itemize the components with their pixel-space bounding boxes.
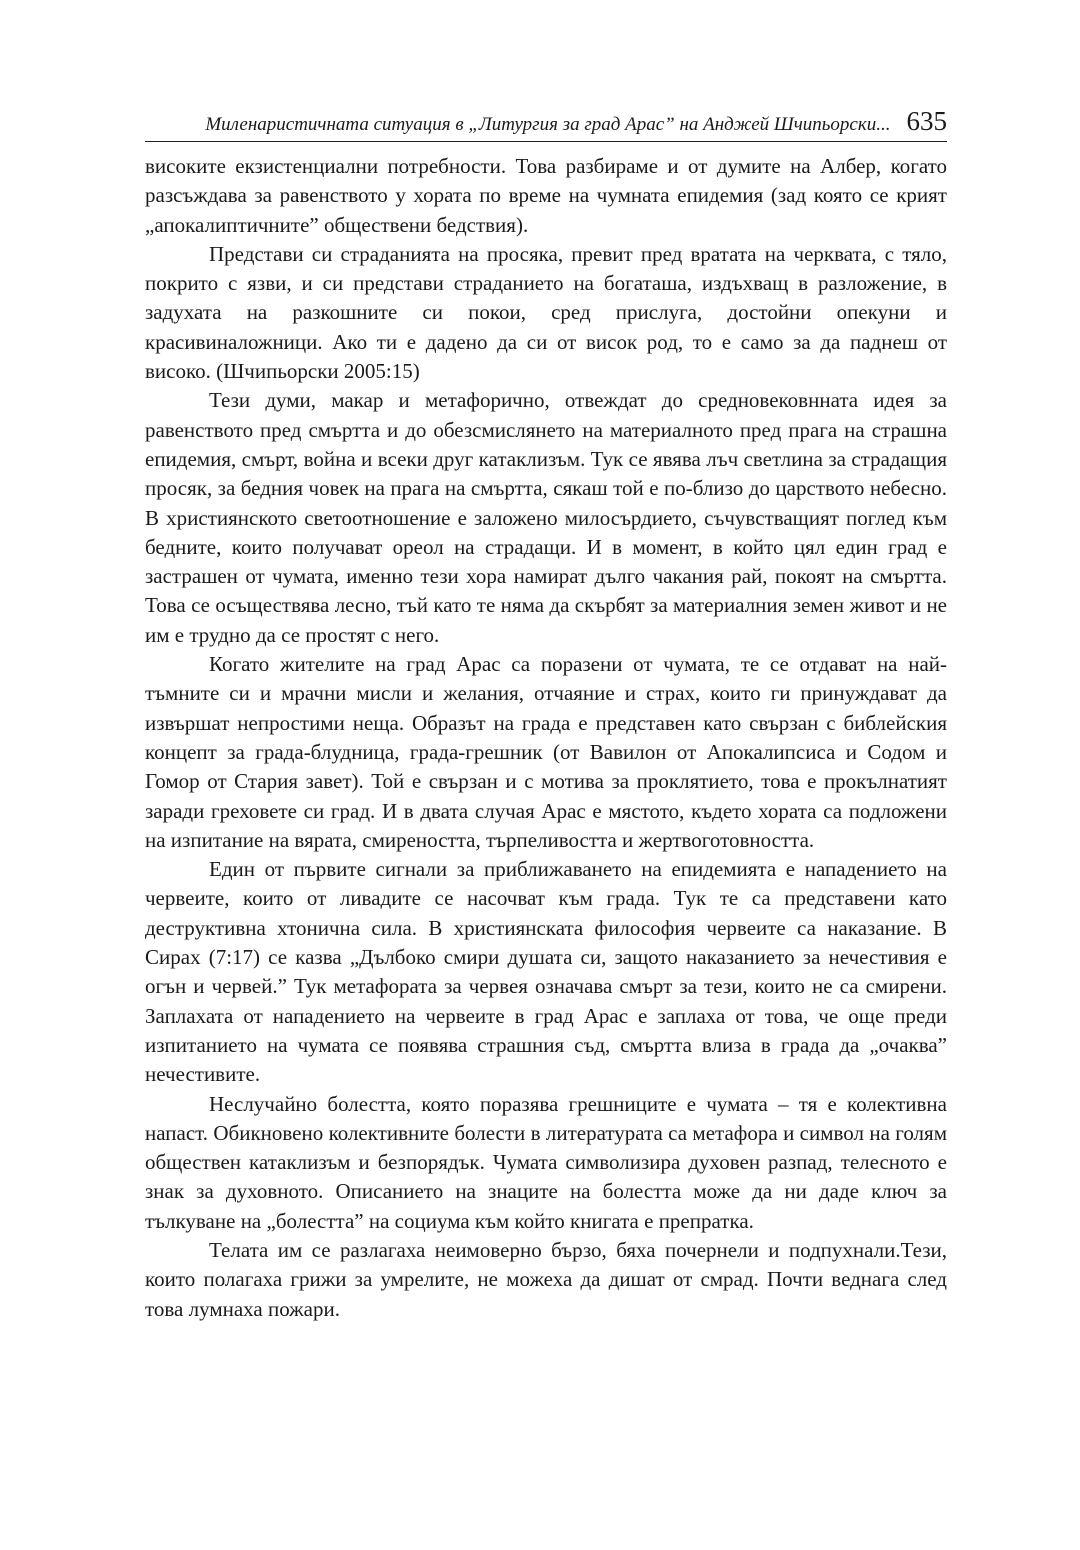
paragraph: Тези думи, макар и метафорично, отвеждат до средновековнната идея за равенството пред смъртта и до обезсмислянето на материалното пред прага на страшна епидемия, смърт, война и всеки друг катаклизъм. Тук се явява лъч светлина за страдащия просяк, за бедния човек на прага на смъртта, сякаш той е по-близо до царството небесно. В християнското светоотношение е заложено милосърдието, съчувстващият поглед към бедните, които получават ореол на страдащи. И в момент, в който цял един град е застрашен от чумата, именно тези хора намират дълго чакания рай, покоят на смъртта. Това се осъществява лесно, тъй като те няма да скърбят за материалния земен живот и не им е трудно да се простят с него. xyxy=(145,388,947,647)
page-number: 635 xyxy=(906,106,947,136)
paragraph: Неслучайно болестта, която поразява грешниците е чумата – тя е колективна напаст. Обикновено колективните болести в литературата са метафора и символ на голям обществен катаклизъм и безпорядък. Чумата символизира духовен разпад, телесното е знак за духовното. Описанието на знаците на болестта може да ни даде ключ за тълкуване на „болестта” на социума към който книгата е препратка. xyxy=(145,1091,947,1233)
paragraph: Един от първите сигнали за приближаването на епидемията е нападението на червеите, които от ливадите се насочват към града. Тук те са представени като деструктивна хтонична сила. В християнската философия червеите са наказание. В Сирах (7:17) се казва „Дълбоко смири душата си, защото наказанието за нечестивия е огън и червей.” Тук метафората за червея означава смърт за тези, които не са смирени. Заплахата от нападението на червеите в град Арас е заплаха от това, че още преди изпитанието на чумата се появява страшния съд, смъртта влиза в града да „очаква” нечестивите. xyxy=(145,857,947,1087)
paragraph: Когато жителите на град Арас са поразени от чумата, те се отдават на най-тъмните си и мрачни мисли и желания, отчаяние и страх, които ги принуждават да извършат непростими неща. Образът на града е представен като свързан с библейския концепт за града-блудница, града-грешник (от Вавилон от Апокалипсиса и Содом и Гомор от Стария завет). Той е свързан и с мотива за проклятието, това е прокълнатият заради греховете си град. И в двата случая Арас е мястото, където хората са подложени на изпитание на вярата, смиреността, търпеливостта и жертвоготовността. xyxy=(145,652,947,852)
body-text xyxy=(145,152,947,1324)
running-title: Миленаристичната ситуация в „Литургия за град Арас” на Анджей Шчипьорски... xyxy=(205,114,891,135)
paragraph-continuation: високите екзистенциални потребности. Това разбираме и от думите на Албер, когато разсъждава за равенството у хората по време на чумната епидемия (зад която се крият „апокалиптичните” обществени бедствия). xyxy=(145,154,947,237)
document-page xyxy=(145,108,947,1324)
running-header xyxy=(145,108,947,142)
paragraph-quote: Представи си страданията на просяка, превит пред вратата на черквата, с тяло, покрито с язви, и си представи страданието на богаташа, издъхващ в разложение, в задухата на разкошните си покои, сред прислуга, достойни опекуни и красивиналожници. Ако ти е дадено да си от висок род, то е само за да паднеш от високо. (Шчипьорски 2005:15) xyxy=(145,241,947,384)
paragraph-quote: Телата им се разлагаха неимоверно бързо, бяха почернели и подпухнали.Тези, които полагаха грижи за умрелите, не можеха да дишат от смрад. Почти веднага след това лумнаха пожари. xyxy=(145,1237,947,1321)
